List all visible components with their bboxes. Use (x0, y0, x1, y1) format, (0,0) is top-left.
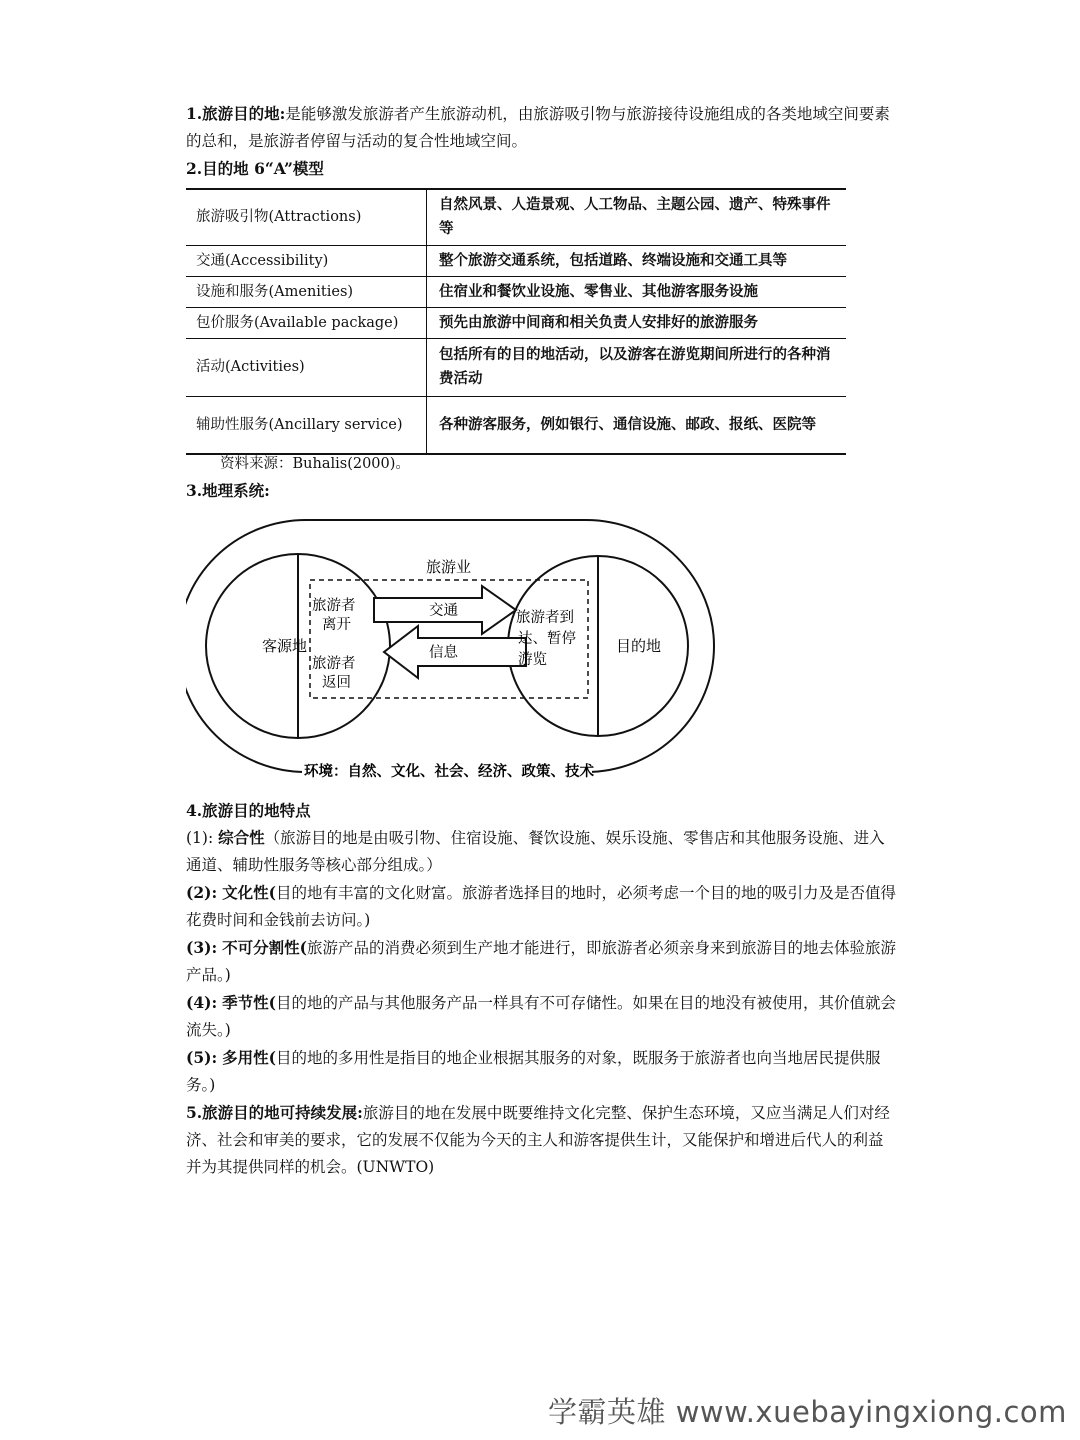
feature-name: 综合性 (218, 828, 265, 847)
feature-name: 多用性( (222, 1048, 276, 1067)
table-row (186, 396, 846, 454)
six-a-model-table (186, 188, 846, 455)
arrive-label-2: 达、暂停 (518, 631, 576, 647)
feature-desc: 旅游产品的消费必须到生产地才能进行，即旅游者必须亲身来到旅游目的地去体验旅游产品。) (186, 939, 896, 984)
feature-item (186, 1044, 896, 1099)
arrive-label-1: 旅游者到 (516, 610, 574, 626)
feature-desc: 目的地有丰富的文化财富。旅游者选择目的地时，必须考虑一个目的地的吸引力及是否值得花费时间和金钱前去访问。) (186, 884, 896, 929)
feature-name: 季节性( (222, 993, 276, 1012)
table-key: 设施和服务(Amenities) (186, 276, 427, 307)
feature-item (186, 934, 896, 989)
feature-desc: 目的地的产品与其他服务产品一样具有不可存储性。如果在目的地没有被使用，其价值就会流失。) (186, 994, 896, 1039)
table-value: 预先由旅游中间商和相关负责人安排好的旅游服务 (427, 307, 847, 338)
feature-number: (1): (186, 829, 214, 847)
table-value: 包括所有的目的地活动，以及游客在游览期间所进行的各种消费活动 (427, 338, 847, 396)
table-source: 资料来源：Buhalis(2000)。 (220, 456, 410, 472)
table-key: 旅游吸引物(Attractions) (186, 189, 427, 245)
section-3-title: 3.地理系统: (186, 481, 270, 500)
transport-label: 交通 (429, 603, 458, 619)
sections-4-5 (186, 797, 896, 1181)
table-value: 各种游客服务，例如银行、通信设施、邮政、报纸、医院等 (427, 396, 847, 454)
section-1 (186, 100, 896, 182)
table-row (186, 245, 846, 276)
information-label: 信息 (429, 645, 458, 661)
feature-item (186, 989, 896, 1044)
table-value: 住宿业和餐饮业设施、零售业、其他游客服务设施 (427, 276, 847, 307)
section-1-title: 1.旅游目的地: (186, 104, 286, 123)
table-key: 活动(Activities) (186, 338, 427, 396)
section-1-body: 是能够激发旅游者产生旅游动机，由旅游吸引物与旅游接待设施组成的各类地域空间要素的总和，是旅游者停留与活动的复合性地域空间。 (186, 105, 890, 150)
table-key: 包价服务(Available package) (186, 307, 427, 338)
feature-name: 文化性( (222, 883, 276, 902)
feature-item (186, 824, 896, 879)
industry-label: 旅游业 (426, 558, 472, 576)
geographic-system-diagram (186, 510, 716, 785)
feature-number: (3): (186, 938, 218, 957)
feature-name: 不可分割性( (222, 938, 307, 957)
table-key: 辅助性服务(Ancillary service) (186, 396, 427, 454)
table-value: 整个旅游交通系统，包括道路、终端设施和交通工具等 (427, 245, 847, 276)
section-2-title: 2.目的地 6“A”模型 (186, 159, 324, 178)
site-watermark: 学霸英雄 www.xuebayingxiong.com (548, 1395, 1067, 1429)
feature-desc: （旅游目的地是由吸引物、住宿设施、餐饮设施、娱乐设施、零售店和其他服务设施、进入通道、辅助性服务等核心部分组成。） (186, 829, 885, 874)
definition-paragraph (186, 100, 896, 155)
sustainability-paragraph (186, 1099, 896, 1181)
feature-item (186, 879, 896, 934)
arrive-label-3: 游览 (518, 652, 547, 668)
return-label-1: 旅游者 (312, 656, 356, 672)
environment-label: 环境：自然、文化、社会、经济、政策、技术 (304, 763, 594, 780)
origin-label: 客源地 (262, 637, 308, 655)
feature-number: (2): (186, 883, 218, 902)
destination-label: 目的地 (616, 637, 662, 655)
depart-label-2: 离开 (322, 617, 351, 633)
table-row (186, 307, 846, 338)
table-row (186, 276, 846, 307)
return-label-2: 返回 (322, 675, 351, 691)
table-value: 自然风景、人造景观、人工物品、主题公园、遗产、特殊事件等 (427, 189, 847, 245)
section-5-body: 旅游目的地在发展中既要维持文化完整、保护生态环境，又应当满足人们对经济、社会和审美的要求，它的发展不仅能为今天的主人和游客提供生计，又能保护和增进后代人的利益并为其提供同样的机会。(UNWTO) (186, 1104, 890, 1176)
feature-number: (4): (186, 993, 218, 1012)
feature-number: (5): (186, 1048, 218, 1067)
table-key: 交通(Accessibility) (186, 245, 427, 276)
section-4-title: 4.旅游目的地特点 (186, 801, 311, 820)
depart-label-1: 旅游者 (312, 598, 356, 614)
table-row (186, 338, 846, 396)
table-row (186, 189, 846, 245)
section-5-title: 5.旅游目的地可持续发展: (186, 1103, 363, 1122)
feature-desc: 目的地的多用性是指目的地企业根据其服务的对象，既服务于旅游者也向当地居民提供服务。) (186, 1049, 881, 1094)
